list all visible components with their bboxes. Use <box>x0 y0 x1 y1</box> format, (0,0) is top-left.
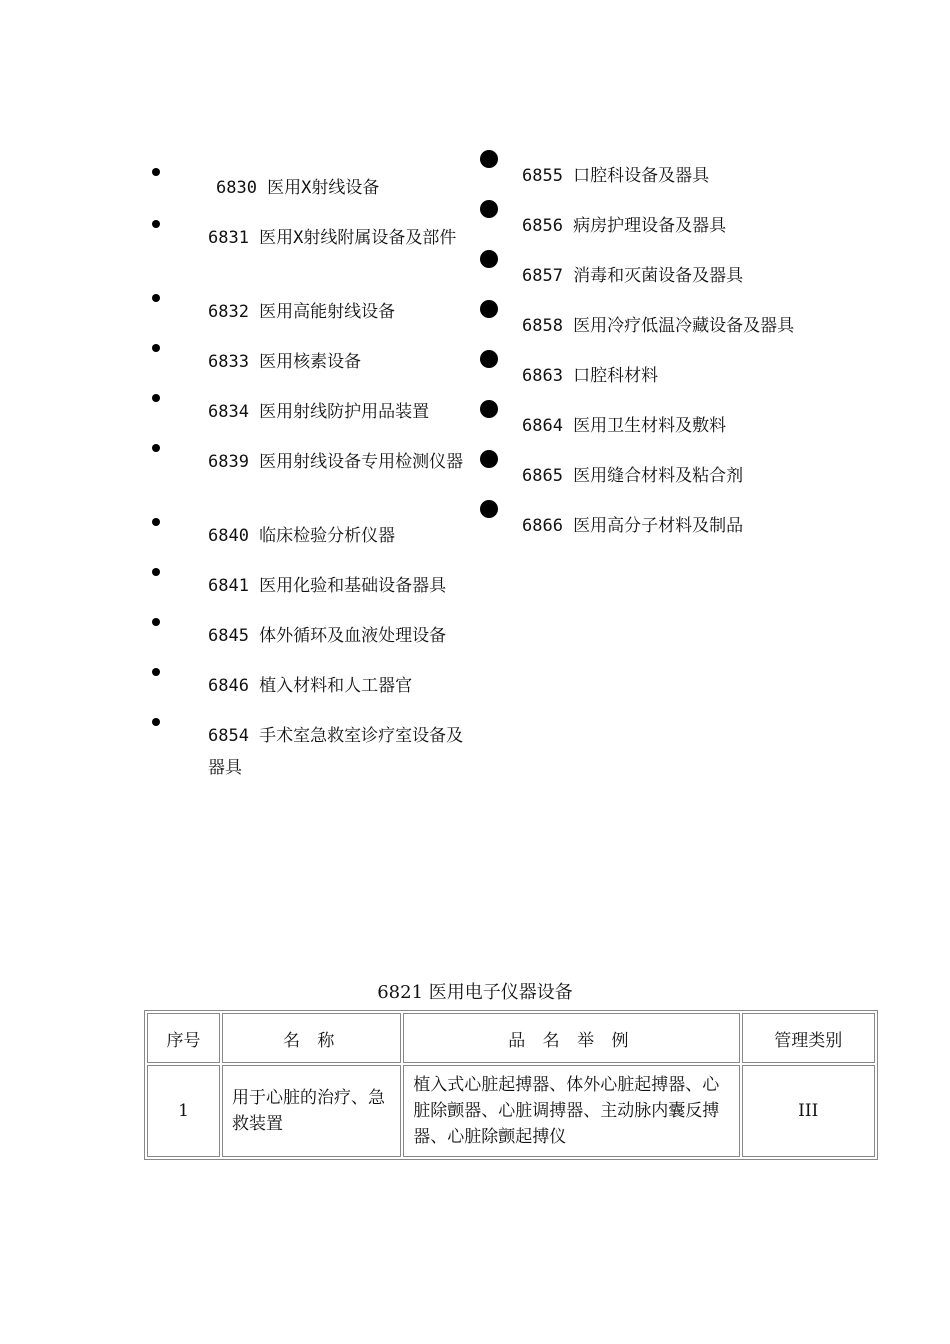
table-title: 6821 医用电子仪器设备 <box>377 982 573 1003</box>
cell-name: 用于心脏的治疗、急救装置 <box>222 1065 401 1157</box>
list-item <box>478 200 878 250</box>
list-item-text: 6833 医用核素设备 <box>208 352 362 372</box>
list-item-text: 6856 病房护理设备及器具 <box>522 216 727 236</box>
list-item-text: 6830 医用X射线设备 <box>216 178 380 198</box>
list-item <box>478 350 878 400</box>
list-item <box>148 388 468 438</box>
list-item-text: 6834 医用射线防护用品装置 <box>208 402 430 422</box>
list-item <box>148 160 468 212</box>
bullet-dot-icon <box>152 618 160 626</box>
bullet-dot-icon <box>152 220 160 228</box>
bullet-dot-icon <box>152 518 160 526</box>
bullet-dot-icon <box>480 350 498 368</box>
list-item <box>148 512 468 562</box>
list-item-text: 6864 医用卫生材料及敷料 <box>522 416 727 436</box>
bullet-dot-icon <box>152 718 160 726</box>
header-name: 名 称 <box>222 1013 401 1063</box>
bullet-dot-icon <box>152 168 160 176</box>
list-item <box>478 450 878 500</box>
list-item <box>478 250 878 300</box>
bullet-dot-icon <box>480 400 498 418</box>
bullet-dot-icon <box>152 444 160 452</box>
list-item <box>478 400 878 450</box>
list-item-text: 6866 医用高分子材料及制品 <box>522 516 744 536</box>
list-item-text: 6863 口腔科材料 <box>522 366 659 386</box>
list-item <box>148 712 468 786</box>
list-item <box>148 438 468 512</box>
bullet-dot-icon <box>152 294 160 302</box>
list-item <box>148 662 468 712</box>
list-item <box>148 288 468 338</box>
list-item-text: 6855 口腔科设备及器具 <box>522 166 710 186</box>
list-item <box>478 150 878 200</box>
list-item-text: 6865 医用缝合材料及粘合剂 <box>522 466 744 486</box>
left-category-list <box>148 160 468 786</box>
header-serial: 序号 <box>147 1013 220 1063</box>
list-item-text: 6839 医用射线设备专用检测仪器 <box>208 452 464 472</box>
list-item-text: 6832 医用高能射线设备 <box>208 302 396 322</box>
catalog-table <box>144 1010 878 1160</box>
bullet-dot-icon <box>480 450 498 468</box>
list-item <box>148 212 468 288</box>
list-item <box>148 562 468 612</box>
list-item-text: 6846 植入材料和人工器官 <box>208 676 413 696</box>
list-item <box>478 300 878 350</box>
bullet-dot-icon <box>480 250 498 268</box>
list-item-text: 6857 消毒和灭菌设备及器具 <box>522 266 744 286</box>
list-item-text: 6858 医用冷疗低温冷藏设备及器具 <box>522 316 795 336</box>
list-item-text: 6840 临床检验分析仪器 <box>208 526 396 546</box>
list-item <box>148 338 468 388</box>
bullet-dot-icon <box>480 500 498 518</box>
cell-serial: 1 <box>147 1065 220 1157</box>
list-item-text: 6845 体外循环及血液处理设备 <box>208 626 447 646</box>
header-examples: 品 名 举 例 <box>403 1013 739 1063</box>
right-category-list <box>478 150 878 550</box>
list-item-text: 6841 医用化验和基础设备器具 <box>208 576 447 596</box>
cell-examples: 植入式心脏起搏器、体外心脏起搏器、心脏除颤器、心脏调搏器、主动脉内囊反搏器、心脏除颤起搏仪 <box>403 1065 739 1157</box>
cell-class: III <box>742 1065 876 1157</box>
bullet-dot-icon <box>152 344 160 352</box>
bullet-dot-icon <box>152 394 160 402</box>
bullet-dot-icon <box>152 568 160 576</box>
list-item-text: 6854 手术室急救室诊疗室设备及器具 <box>208 726 464 778</box>
bullet-dot-icon <box>480 150 498 168</box>
bullet-dot-icon <box>480 300 498 318</box>
bullet-dot-icon <box>152 668 160 676</box>
table-header-row <box>147 1013 875 1063</box>
list-item-text: 6831 医用X射线附属设备及部件 <box>208 228 457 248</box>
list-item <box>148 612 468 662</box>
header-class: 管理类别 <box>742 1013 876 1063</box>
list-item <box>478 500 878 550</box>
bullet-dot-icon <box>480 200 498 218</box>
table-row <box>147 1065 875 1157</box>
